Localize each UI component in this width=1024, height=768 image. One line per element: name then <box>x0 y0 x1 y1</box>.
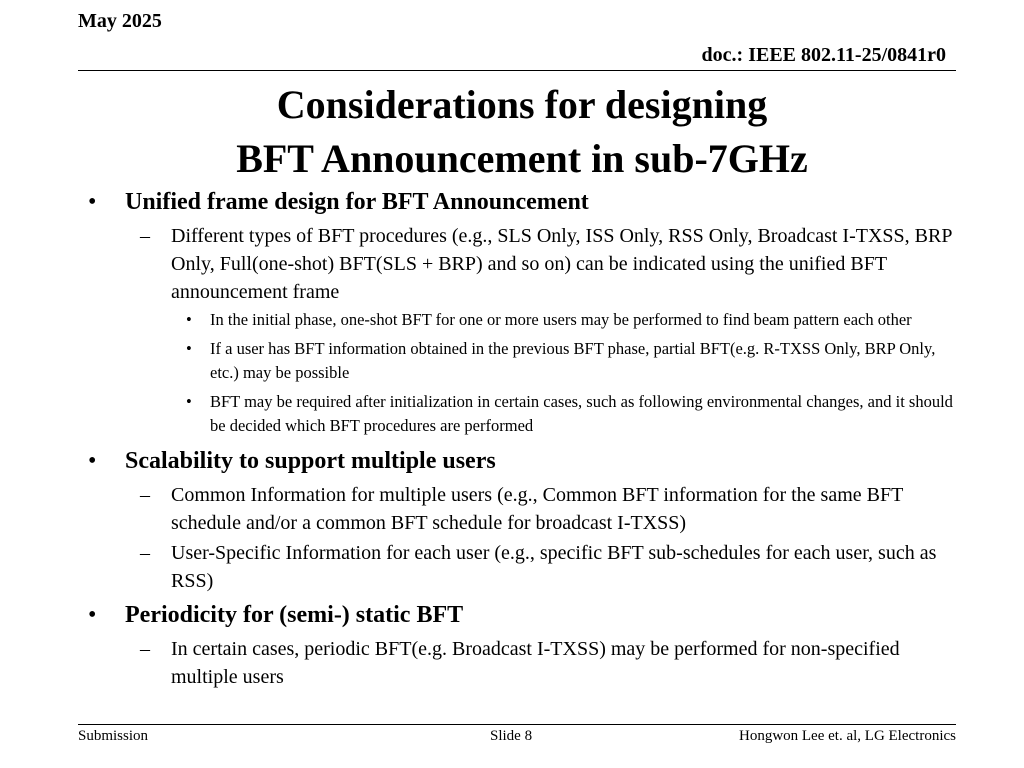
sub-sub-bullet-text: BFT may be required after initialization in certain cases, such as following environmental changes, and it should be decided which BFT procedures are performed <box>210 392 953 435</box>
bullet-marker: • <box>186 310 192 329</box>
sub-bullet-text: In certain cases, periodic BFT(e.g. Broadcast I-TXSS) may be performed for non-specified multiple users <box>171 638 900 688</box>
sub-bullet-text: User-Specific Information for each user (e.g., specific BFT sub-schedules for each user, such as RSS) <box>171 542 937 592</box>
sub-sub-bullet <box>80 337 954 385</box>
sub-bullet <box>80 635 954 691</box>
dash-marker: – <box>140 484 150 506</box>
bullet-text: Periodicity for (semi-) static BFT <box>125 602 464 628</box>
sub-bullet-text: Different types of BFT procedures (e.g., SLS Only, ISS Only, RSS Only, Broadcast I-TXSS, BRP Only, Full(one-shot) BFT(SLS + BRP) and so on) can be indicated using the unified BFT announcement frame <box>171 225 952 303</box>
bullet-marker: • <box>186 339 192 358</box>
slide-title-line-1: Considerations for designing <box>276 82 768 127</box>
sub-bullet <box>80 222 954 306</box>
sub-sub-bullet <box>80 390 954 438</box>
sub-sub-bullet <box>80 308 954 332</box>
bullet-marker: • <box>186 392 192 411</box>
dash-marker: – <box>140 225 150 247</box>
header-divider <box>78 70 956 71</box>
sub-bullet <box>80 481 954 537</box>
footer-submission: Submission <box>78 728 149 744</box>
dash-marker: – <box>140 542 150 564</box>
slide-content <box>80 184 954 693</box>
footer-author: Hongwon Lee et. al, LG Electronics <box>738 728 956 744</box>
bullet-text: Scalability to support multiple users <box>125 448 496 474</box>
sub-sub-bullet-text: In the initial phase, one-shot BFT for one or more users may be performed to find beam pattern each other <box>210 310 912 329</box>
bullet-marker: • <box>88 189 97 215</box>
footer-slide-number: Slide 8 <box>490 728 533 744</box>
slide-title <box>60 78 984 186</box>
header-doc-id: doc.: IEEE 802.11-25/0841r0 <box>701 44 946 66</box>
bullet-marker: • <box>88 602 97 628</box>
bullet-periodicity <box>80 597 954 633</box>
header-date: May 2025 <box>78 10 162 32</box>
sub-sub-bullet-text: If a user has BFT information obtained in the previous BFT phase, partial BFT(e.g. R-TXSS Only, BRP Only, etc.) may be possible <box>210 339 936 382</box>
slide-title-line-2: BFT Announcement in sub-7GHz <box>236 136 808 181</box>
bullet-scalability <box>80 443 954 479</box>
bullet-text: Unified frame design for BFT Announcement <box>125 189 589 215</box>
dash-marker: – <box>140 638 150 660</box>
sub-bullet-text: Common Information for multiple users (e.g., Common BFT information for the same BFT schedule and/or a common BFT schedule for broadcast I-TXSS) <box>171 484 903 534</box>
bullet-marker: • <box>88 448 97 474</box>
footer-divider <box>78 724 956 725</box>
sub-bullet <box>80 539 954 595</box>
bullet-unified-frame <box>80 184 954 220</box>
